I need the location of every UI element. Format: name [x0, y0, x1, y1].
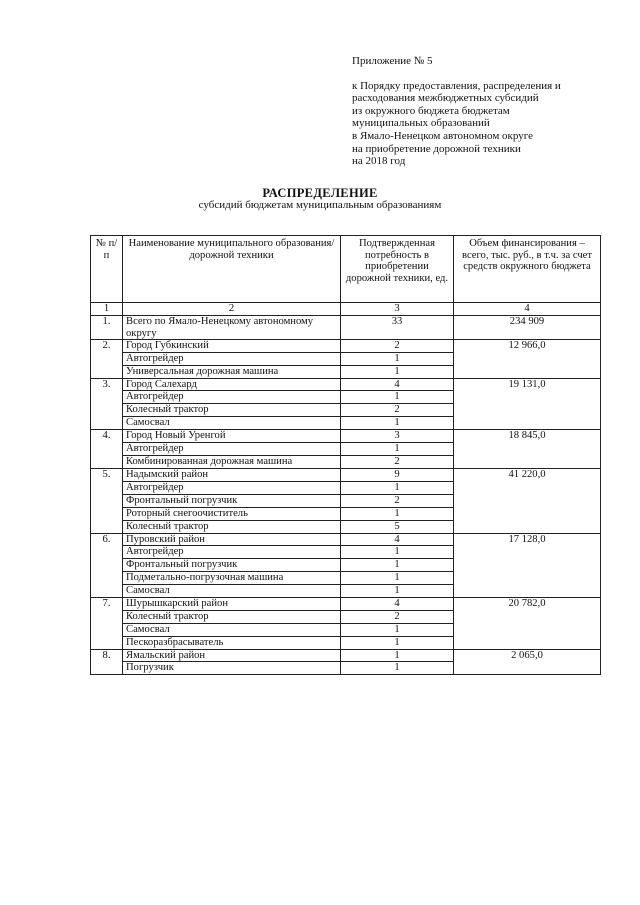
quantity: 1 [341, 572, 454, 585]
equipment-name: Колесный трактор [123, 610, 341, 623]
equipment-name: Автогрейдер [123, 391, 341, 404]
appendix-line: на 2018 год [352, 155, 406, 168]
quantity: 1 [341, 507, 454, 520]
equipment-name: Колесный трактор [123, 404, 341, 417]
quantity: 4 [341, 598, 454, 611]
quantity: 5 [341, 520, 454, 533]
municipality-name: Надымский район [123, 468, 341, 481]
row-number: 4. [91, 430, 123, 469]
quantity: 1 [341, 585, 454, 598]
amount: 20 782,0 [454, 598, 601, 650]
quantity: 4 [341, 533, 454, 546]
equipment-name: Универсальная дорожная машина [123, 365, 341, 378]
quantity: 2 [341, 494, 454, 507]
equipment-name: Комбинированная дорожная машина [123, 455, 341, 468]
quantity: 1 [341, 546, 454, 559]
quantity: 2 [341, 455, 454, 468]
table-row [91, 378, 601, 391]
appendix-line: в Ямало-Ненецком автономном округе [352, 129, 534, 142]
quantity: 1 [341, 352, 454, 365]
appendix-line: на приобретение дорожной техники [352, 142, 521, 155]
quantity: 1 [341, 649, 454, 662]
amount: 17 128,0 [454, 533, 601, 598]
quantity: 1 [341, 442, 454, 455]
quantity: 1 [341, 662, 454, 675]
table-body [91, 303, 601, 675]
amount: 2 065,0 [454, 649, 601, 675]
equipment-name: Роторный снегоочиститель [123, 507, 341, 520]
quantity: 1 [341, 481, 454, 494]
equipment-name: Автогрейдер [123, 481, 341, 494]
appendix-block [352, 55, 622, 168]
quantity: 3 [341, 430, 454, 443]
header-number: № п/п [91, 236, 123, 303]
quantity: 2 [341, 340, 454, 353]
document-title: РАСПРЕДЕЛЕНИЕ [262, 186, 378, 200]
table-row [91, 598, 601, 611]
quantity: 1 [341, 417, 454, 430]
equipment-name: Самосвал [123, 417, 341, 430]
row-number: 7. [91, 598, 123, 650]
appendix-line: муниципальных образований [352, 117, 490, 130]
column-number: 1 [91, 303, 123, 316]
table-row [91, 468, 601, 481]
equipment-name: Подметально-погрузочная машина [123, 572, 341, 585]
table-row [91, 533, 601, 546]
municipality-name: Пуровский район [123, 533, 341, 546]
municipality-name: Всего по Ямало-Ненецкому автономному округу [123, 316, 341, 340]
column-number: 3 [341, 303, 454, 316]
row-number: 3. [91, 378, 123, 430]
municipality-name: Город Новый Уренгой [123, 430, 341, 443]
appendix-line: расходования межбюджетных субсидий [352, 92, 539, 105]
quantity: 1 [341, 365, 454, 378]
quantity: 4 [341, 378, 454, 391]
amount: 234 909 [454, 316, 601, 340]
municipality-name: Город Салехард [123, 378, 341, 391]
amount: 12 966,0 [454, 340, 601, 379]
row-number: 5. [91, 468, 123, 533]
appendix-line: к Порядку предоставления, распределения и [352, 79, 561, 92]
header-amount: Объем финансирования – всего, тыс. руб., в т.ч. за счет средств окружного бюджета [454, 236, 601, 303]
row-number: 8. [91, 649, 123, 675]
quantity: 9 [341, 468, 454, 481]
table-row [91, 316, 601, 340]
amount: 19 131,0 [454, 378, 601, 430]
quantity: 1 [341, 636, 454, 649]
quantity: 33 [341, 316, 454, 340]
table-row [91, 430, 601, 443]
table-row [91, 649, 601, 662]
quantity: 2 [341, 610, 454, 623]
row-number: 6. [91, 533, 123, 598]
row-number: 2. [91, 340, 123, 379]
quantity: 1 [341, 391, 454, 404]
municipality-name: Город Губкинский [123, 340, 341, 353]
distribution-table [90, 235, 601, 675]
municipality-name: Шурышкарский район [123, 598, 341, 611]
equipment-name: Автогрейдер [123, 546, 341, 559]
column-number: 4 [454, 303, 601, 316]
header-name: Наименование муниципального образования/ дорожной техники [123, 236, 341, 303]
appendix-line: из окружного бюджета бюджетам [352, 104, 510, 117]
equipment-name: Автогрейдер [123, 442, 341, 455]
equipment-name: Пескоразбрасыватель [123, 636, 341, 649]
equipment-name: Фронтальный погрузчик [123, 559, 341, 572]
equipment-name: Погрузчик [123, 662, 341, 675]
table-header-row [91, 236, 601, 303]
municipality-name: Ямальский район [123, 649, 341, 662]
column-number: 2 [123, 303, 341, 316]
document-subtitle: субсидий бюджетам муниципальным образованиям [198, 199, 442, 211]
amount: 41 220,0 [454, 468, 601, 533]
appendix-number: Приложение № 5 [352, 55, 433, 67]
table-row [91, 340, 601, 353]
equipment-name: Самосвал [123, 585, 341, 598]
column-number-row [91, 303, 601, 316]
equipment-name: Колесный трактор [123, 520, 341, 533]
quantity: 1 [341, 623, 454, 636]
quantity: 2 [341, 404, 454, 417]
quantity: 1 [341, 559, 454, 572]
amount: 18 845,0 [454, 430, 601, 469]
equipment-name: Фронтальный погрузчик [123, 494, 341, 507]
header-quantity: Подтвержденная потребность в приобретении дорожной техники, ед. [341, 236, 454, 303]
equipment-name: Автогрейдер [123, 352, 341, 365]
row-number: 1. [91, 316, 123, 340]
equipment-name: Самосвал [123, 623, 341, 636]
